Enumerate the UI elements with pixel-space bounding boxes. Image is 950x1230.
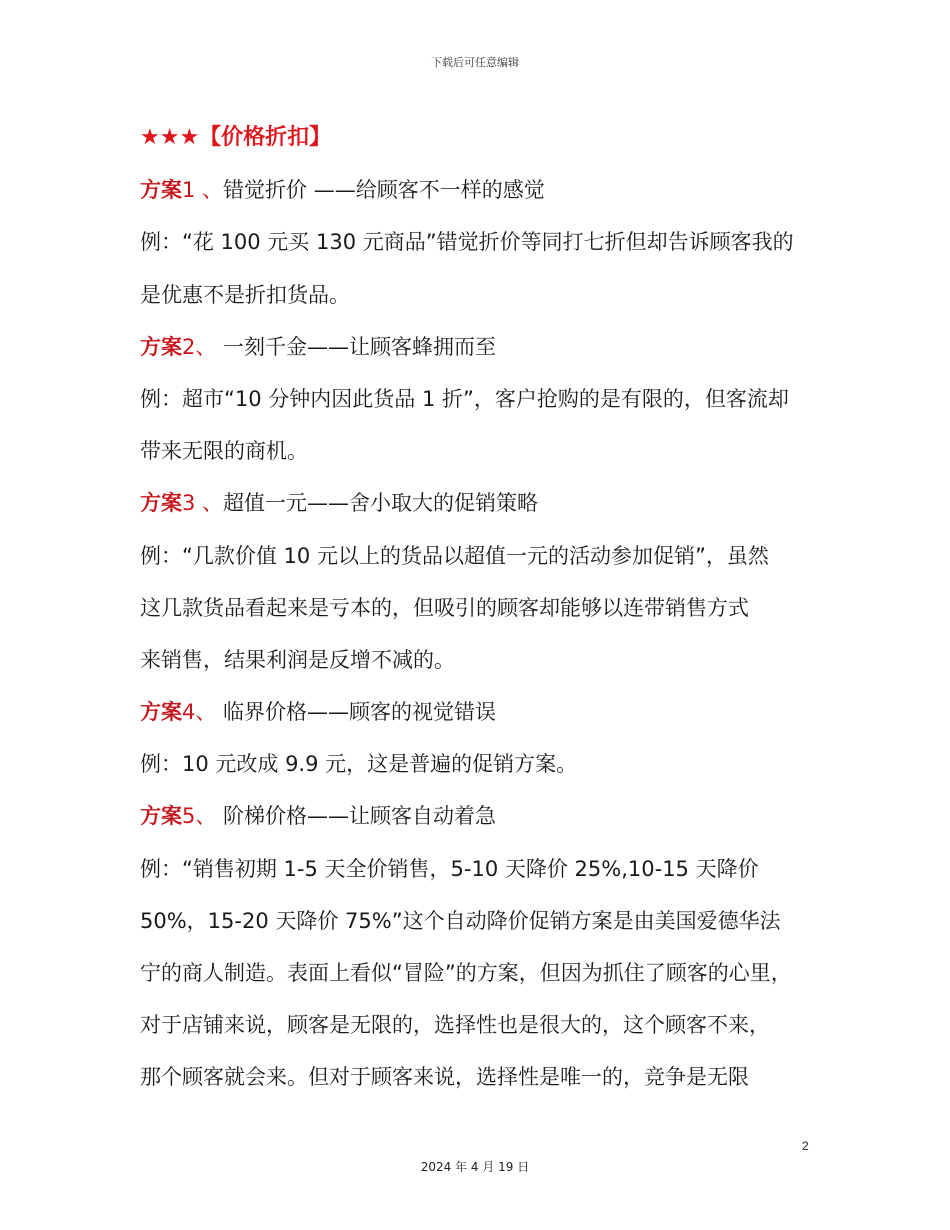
plan-example-line: 例：“几款价值 10 元以上的货品以超值一元的活动参加促销”，虽然: [140, 543, 769, 568]
plan-heading-3: [140, 477, 830, 529]
plan-heading-5: [140, 790, 830, 842]
plan-title: 超值一元——舍小取大的促销策略: [223, 491, 539, 516]
plan-example-line: 这几款货品看起来是亏本的，但吸引的顾客却能够以连带销售方式: [140, 595, 749, 620]
plan-label: 方案: [140, 178, 182, 203]
plan-example-line: 例：超市“10 分钟内因此货品 1 折”，客户抢购的是有限的，但客流却: [140, 386, 789, 411]
plan-heading-4: [140, 686, 830, 738]
plan-example-line: 对于店铺来说，顾客是无限的，选择性也是很大的，这个顾客不来，: [140, 1013, 770, 1038]
plan-number: 5、: [182, 804, 217, 829]
section-title: ★★★【价格折扣】: [140, 125, 332, 150]
plan-example-line: 宁的商人制造。表面上看似“冒险”的方案，但因为抓住了顾客的心里，: [140, 961, 792, 985]
plan-example-line: 例：“销售初期 1-5 天全价销售，5-10 天降价 25%,10-15 天降价: [140, 856, 759, 881]
plan-example-line: 是优惠不是折扣货品。: [140, 282, 350, 307]
plan-title: 错觉折价 ——给顾客不一样的感觉: [223, 178, 545, 203]
plan-label: 方案: [140, 334, 182, 359]
plan-number: 4、: [182, 700, 217, 725]
plan-title: 阶梯价格——让顾客自动着急: [216, 804, 497, 829]
plan-title: 一刻千金——让顾客蜂拥而至: [216, 334, 497, 359]
plan-label: 方案: [140, 804, 182, 829]
plan-example-line: 例：“花 100 元买 130 元商品”错觉折价等同打七折但却告诉顾客我的: [140, 230, 794, 255]
plan-heading-1: [140, 164, 830, 216]
plan-heading-2: [140, 321, 830, 373]
plan-example-line: 例：10 元改成 9.9 元，这是普遍的促销方案。: [140, 752, 578, 777]
footer-date: 2024 年 4 月 19 日: [420, 1160, 530, 1174]
plan-example-line: 那个顾客就会来。但对于顾客来说，选择性是唯一的，竞争是无限: [140, 1065, 749, 1090]
plan-example-line: 50%，15-20 天降价 75%”这个自动降价促销方案是由美国爱德华法: [140, 908, 781, 933]
plan-number: 1 、: [182, 178, 224, 203]
plan-number: 3 、: [182, 491, 224, 516]
header-note: 下载后可任意编辑: [431, 56, 519, 69]
plan-example-line: 带来无限的商机。: [140, 439, 308, 464]
plan-number: 2、: [182, 334, 217, 359]
plan-label: 方案: [140, 491, 182, 516]
page-number: 2: [802, 1139, 809, 1153]
plan-label: 方案: [140, 700, 182, 725]
plan-title: 临界价格——顾客的视觉错误: [216, 700, 497, 725]
document-body: [140, 112, 830, 1104]
plan-example-line: 来销售，结果利润是反增不减的。: [140, 647, 455, 672]
